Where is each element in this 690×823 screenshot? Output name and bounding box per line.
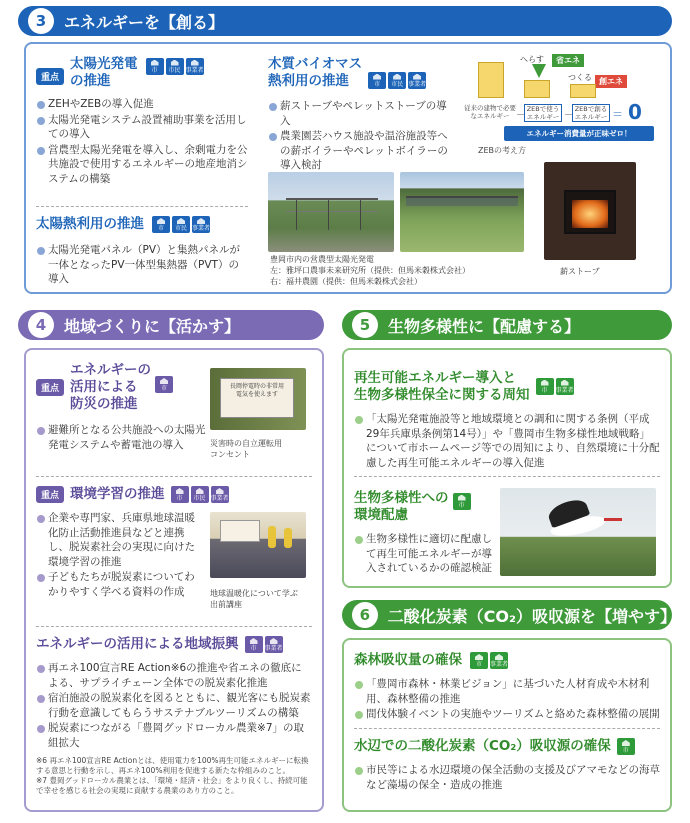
section3-title: エネルギーを【創る】: [64, 12, 225, 32]
city-badge-icon: 市: [146, 58, 164, 75]
city-badge-icon: 市: [152, 216, 170, 233]
wood-stove-photo: [544, 162, 636, 260]
caption-line: コンセント: [210, 450, 250, 459]
zeb-bar-zeb-use: [524, 80, 550, 98]
section6-header: [342, 600, 676, 630]
outlet-sign-photo: [210, 368, 306, 430]
zeb-caption: ZEBの考え方: [478, 146, 527, 155]
promo-block: [36, 636, 312, 751]
env-edu-title: 環境学習の推進: [70, 486, 165, 502]
stove-caption: 薪ストーブ: [560, 267, 600, 276]
solar-farm-photo-right: [400, 172, 524, 252]
section6-title: 二酸化炭素（CO₂）吸収源を【増やす】: [387, 606, 676, 626]
bio-title-line1: 生物多様性への: [354, 490, 449, 506]
sign-text: 電気を使えます: [235, 391, 278, 398]
zeb-diagram: [460, 50, 660, 150]
caption-line: 出前講座: [210, 600, 242, 609]
city-badge-icon: 市: [155, 376, 173, 393]
zeb-col1-label: 従来の建物で必要なエネルギー: [464, 104, 516, 120]
forest-title: 森林吸収量の確保: [354, 652, 462, 668]
biomass-block: [268, 56, 450, 174]
business-badge-icon: 事業者: [211, 486, 229, 503]
disaster-title-line3: 防災の推進: [70, 396, 138, 412]
sign-text: 長岡停電時の非常用: [229, 383, 284, 390]
business-badge-icon: 事業者: [192, 216, 210, 233]
zeb-zero: 0: [628, 100, 642, 124]
zeb-bar-zeb-create: [570, 84, 596, 98]
section4-header: [18, 310, 324, 340]
section3-header: [18, 6, 672, 36]
solar-farm-photo-left: [268, 172, 394, 252]
caption-line: 右：福井農園（提供：但馬米穀株式会社）: [270, 277, 422, 286]
renew-block: [354, 370, 660, 471]
zeb-reduce-label: へらす: [520, 55, 544, 64]
workshop-caption: [210, 588, 298, 610]
renew-title-line2: 生物多様性保全に関する周知: [354, 387, 530, 403]
disaster-block: [36, 362, 206, 453]
env-edu-item: 企業や専門家、兵庫県地球温暖化防止活動推進員などと連携し、脱炭素社会の実現に向けた環境学習の推進: [36, 511, 204, 569]
thermal-item: 太陽光発電パネル（PV）と集熱パネルが一体となったPV一体型集熱器（PVT）の導入: [36, 243, 248, 287]
city-badge-icon: 市: [245, 636, 263, 653]
city-badge-icon: 市: [368, 72, 386, 89]
down-arrow-icon: [532, 64, 546, 78]
footnote: ※7 豊岡グッドローカル農業とは、「環境・経済・社会」をより良くし、持続可能で幸せを感じる社会の実現に貢献する農業のあり方のこと。: [36, 776, 308, 795]
section6-number: 6: [352, 602, 378, 628]
zeb-save-label: 省エネ: [552, 54, 584, 67]
env-edu-block: [36, 486, 229, 600]
disaster-title-line2: 活用による: [70, 379, 138, 395]
priority-tag: 重点: [36, 486, 64, 503]
zeb-col2-label: ZEBで使うエネルギー: [524, 104, 562, 122]
water-block: [354, 738, 660, 793]
biomass-title-line1: 木質バイオマス: [268, 56, 363, 72]
workshop-photo: [210, 512, 306, 578]
footnotes: [36, 756, 312, 796]
promo-title: エネルギーの活用による地域振興: [36, 636, 239, 652]
caption-line: 左：雅坪口農事未来研究所（提供：但馬米穀株式会社）: [270, 266, 470, 275]
business-badge-icon: 事業者: [490, 652, 508, 669]
forest-item: 「豊岡市森林・林業ビジョン」に基づいた人材育成や木材利用、森林整備の推進: [354, 677, 660, 706]
zeb-make-label: つくる: [568, 73, 592, 82]
section4-number: 4: [28, 312, 54, 338]
thermal-block: [36, 216, 248, 288]
business-badge-icon: 事業者: [265, 636, 283, 653]
bio-item: 生物多様性に適切に配慮して再生可能エネルギーが導入されているかの確認検証: [354, 532, 494, 576]
citizen-badge-icon: 市民: [166, 58, 184, 75]
stork-beak: [604, 518, 622, 521]
caption-line: 災害時の自立運転用: [210, 439, 282, 448]
zeb-bar-conventional: [478, 62, 504, 98]
solar-block: [36, 56, 248, 187]
promo-item: 再エネ100宣言RE Action※6の推進や省エネの徹底による、サプライチェーン全体での脱炭素化推進: [36, 661, 312, 690]
city-badge-icon: 市: [453, 493, 471, 510]
outlet-caption: [210, 438, 282, 460]
biomass-title-line2: 熱利用の推進: [268, 73, 349, 89]
water-title: 水辺での二酸化炭素（CO₂）吸収源の確保: [354, 738, 611, 754]
city-badge-icon: 市: [617, 738, 635, 755]
outlet-sign: [220, 378, 294, 418]
section5-title: 生物多様性に【配慮する】: [388, 316, 581, 336]
section3-number: 3: [28, 8, 54, 34]
solar-item: ZEHやZEBの導入促進: [36, 97, 248, 112]
city-badge-icon: 市: [171, 486, 189, 503]
zeb-minus-1: －: [516, 111, 526, 121]
solar-title-line2: の推進: [70, 73, 111, 89]
env-edu-item: 子どもたちが脱炭素についてわかりやすく学べる資料の作成: [36, 570, 204, 599]
forest-block: [354, 652, 660, 723]
section4-title: 地域づくりに【活かす】: [64, 316, 241, 336]
city-badge-icon: 市: [470, 652, 488, 669]
disaster-item: 避難所となる公共施設への太陽光発電システムや蓄電池の導入: [36, 423, 206, 452]
zeb-create-label: 創エネ: [595, 75, 627, 88]
solar-photo-caption: [270, 254, 540, 287]
renew-item: 「太陽光発電施設等と地域環境との調和に関する条例（平成29年兵庫県条例第14号）」や「豊岡市生物多様性地域戦略」について市ホームページ等での周知により、自然環境に十分配慮した再生可能エネルギーの導入促進: [354, 412, 660, 470]
citizen-badge-icon: 市民: [191, 486, 209, 503]
priority-tag: 重点: [36, 68, 64, 85]
solar-title-line1: 太陽光発電: [70, 56, 138, 72]
bio-title-line2: 環境配慮: [354, 507, 408, 523]
promo-item: 宿泊施設の脱炭素化を図るとともに、観光客にも脱炭素行動を意識してもらうサステナブルツーリズムの構築: [36, 691, 312, 720]
business-badge-icon: 事業者: [556, 378, 574, 395]
section5-header: [342, 310, 672, 340]
promo-item: 脱炭素につながる「豊岡グッドローカル農業※7」の取組拡大: [36, 721, 312, 750]
footnote: ※6 再エネ100宣言RE Actionとは、使用電力を100%再生可能エネルギーに転換する意思と行動を示し、再エネ100%利用を促進する新たな枠組みのこと。: [36, 756, 309, 775]
zeb-banner: エネルギー消費量が正味ゼロ！: [504, 126, 654, 141]
biomass-item: 薪ストーブやペレットストーブの導入: [268, 99, 450, 128]
forest-item: 間伐体験イベントの実施やツーリズムと絡めた森林整備の展開: [354, 707, 660, 722]
caption-line: 地球温暖化について学ぶ: [210, 589, 298, 598]
zeb-minus-2: －: [564, 111, 574, 121]
section5-number: 5: [352, 312, 378, 338]
disaster-title-line1: エネルギーの: [70, 362, 152, 378]
citizen-badge-icon: 市民: [172, 216, 190, 233]
stork-photo: [500, 488, 656, 576]
priority-tag: 重点: [36, 379, 64, 396]
solar-item: 太陽光発電システム設置補助事業を活用しての導入: [36, 113, 248, 142]
business-badge-icon: 事業者: [408, 72, 426, 89]
business-badge-icon: 事業者: [186, 58, 204, 75]
bio-block: [354, 490, 494, 577]
city-badge-icon: 市: [536, 378, 554, 395]
renew-title-line1: 再生可能エネルギー導入と: [354, 370, 516, 386]
solar-item: 営農型太陽光発電を導入し、余剰電力を公共施設で使用するエネルギーの地産地消システムの構築: [36, 143, 248, 187]
thermal-title: 太陽熱利用の推進: [36, 216, 144, 232]
water-item: 市民等による水辺環境の保全活動の支援及びアマモなどの海草など藻場の保全・造成の推進: [354, 763, 660, 792]
zeb-equals: ＝: [612, 108, 623, 121]
caption-line: 豊岡市内の営農型太陽光発電: [270, 255, 374, 264]
zeb-col3-label: ZEBで創るエネルギー: [572, 104, 610, 122]
biomass-item: 農業園芸ハウス施設や温浴施設等への薪ボイラーやペレットボイラーの導入検討: [268, 129, 450, 173]
citizen-badge-icon: 市民: [388, 72, 406, 89]
